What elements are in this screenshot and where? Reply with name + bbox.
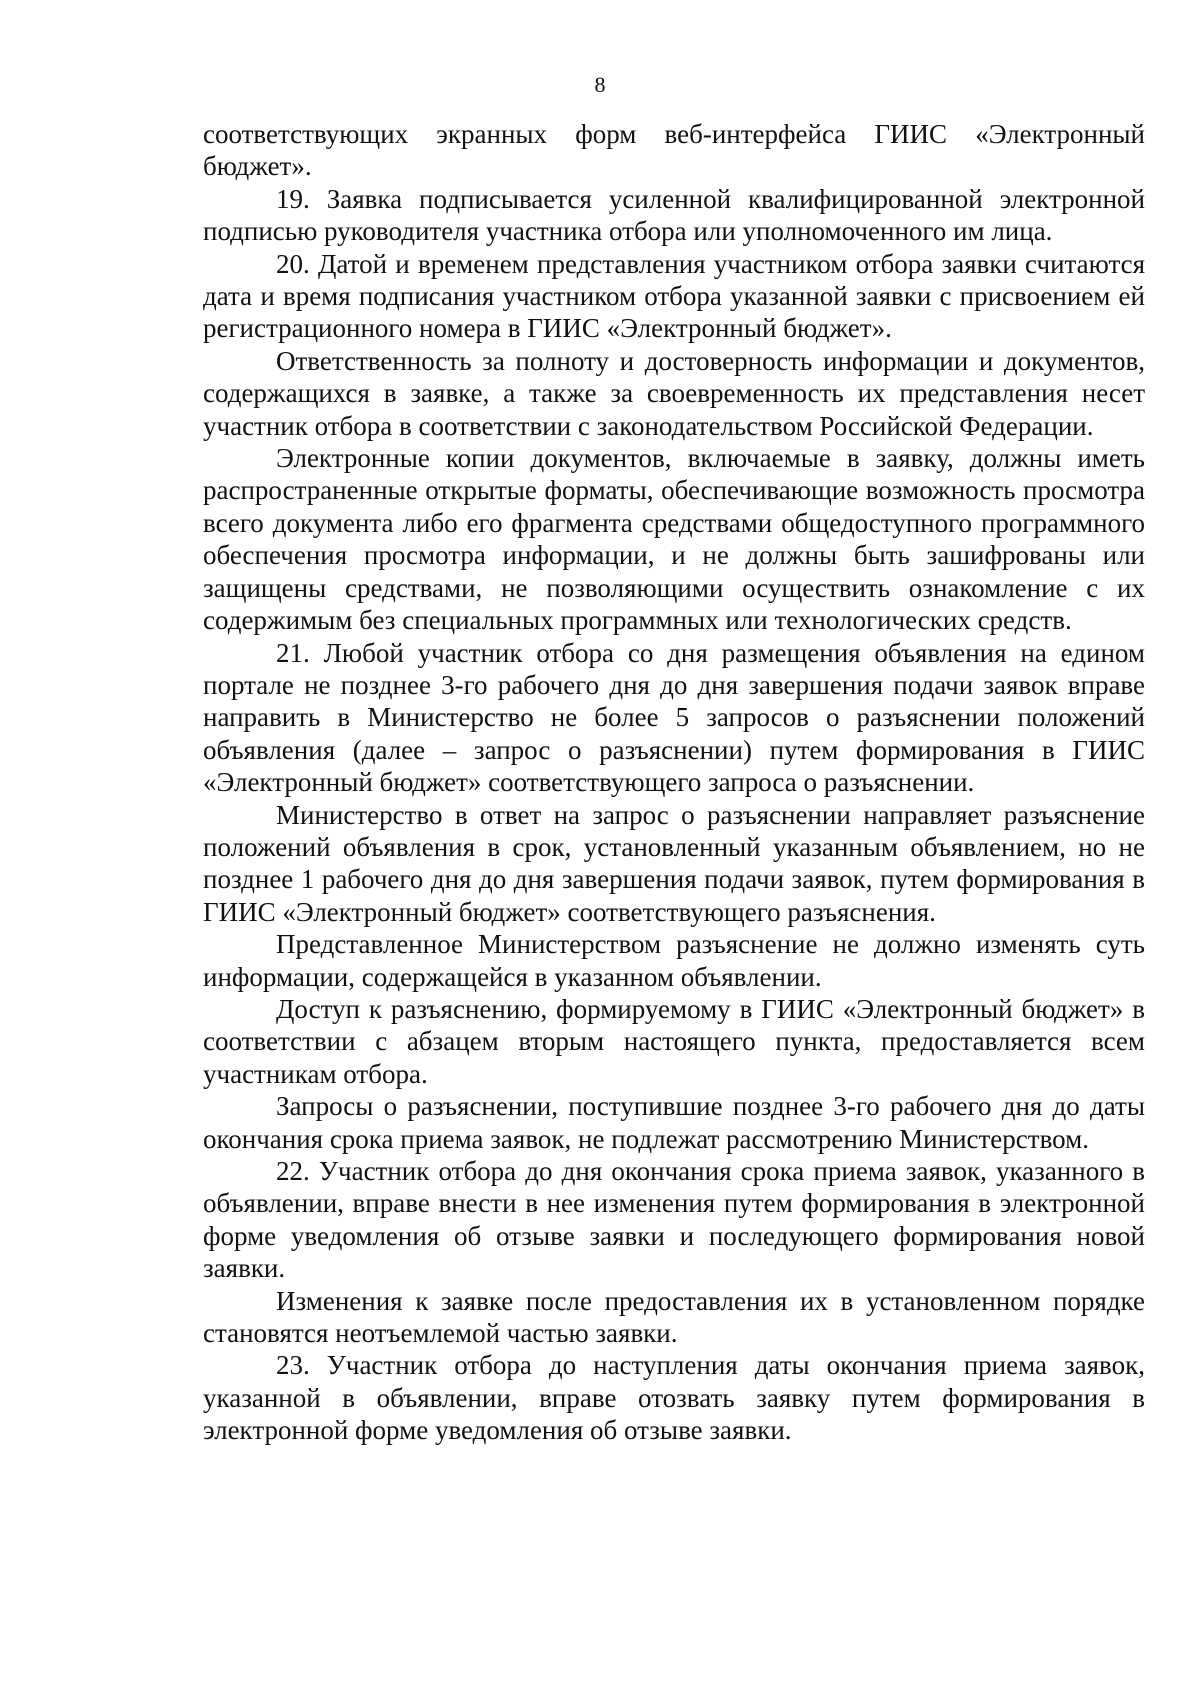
- paragraph: Изменения к заявке после предоставления их в установленном порядке становятся неотъемлемой частью заявки.: [203, 1285, 1145, 1349]
- paragraph: 20. Датой и временем представления участником отбора заявки считаются дата и время подписания участником отбора указанной заявки с присвоением ей регистрационного номера в ГИИС «Электронный бюджет».: [203, 248, 1145, 344]
- paragraph: соответствующих экранных форм веб-интерфейса ГИИС «Электронный бюджет».: [203, 119, 1145, 182]
- paragraph: Доступ к разъяснению, формируемому в ГИИС «Электронный бюджет» в соответствии с абзацем вторым настоящего пункта, предоставляется всем участникам отбора.: [203, 993, 1145, 1089]
- page-number: 8: [594, 72, 606, 97]
- paragraph: 23. Участник отбора до наступления даты окончания приема заявок, указанной в объявлении, вправе отозвать заявку путем формирования в электронной форме уведомления об отзыве заявки.: [203, 1350, 1145, 1446]
- paragraph: Представленное Министерством разъяснение не должно изменять суть информации, содержащейся в указанном объявлении.: [203, 929, 1145, 992]
- paragraph: 19. Заявка подписывается усиленной квалифицированной электронной подписью руководителя участника отбора или уполномоченного им лица.: [203, 183, 1145, 247]
- paragraph: Запросы о разъяснении, поступившие позднее 3-го рабочего дня до даты окончания срока приема заявок, не подлежат рассмотрению Министерством.: [203, 1091, 1145, 1154]
- paragraph: Ответственность за полноту и достоверность информации и документов, содержащихся в заявке, а также за своевременность их представления несет участник отбора в соответствии с законодательством Российской Федерации.: [203, 345, 1145, 441]
- body-text: [203, 118, 1145, 1447]
- paragraph: Электронные копии документов, включаемые в заявку, должны иметь распространенные открытые форматы, обеспечивающие возможность просмотра всего документа либо его фрагмента средствами общедоступного программного обеспечения просмотра информации, и не должны быть зашифрованы или защищены средствами, не позволяющими осуществить ознакомление с их содержимым без специальных программных или технологических средств.: [203, 443, 1145, 636]
- paragraph: Министерство в ответ на запрос о разъяснении направляет разъяснение положений объявления в срок, установленный указанным объявлением, но не позднее 1 рабочего дня до дня завершения подачи заявок, путем формирования в ГИИС «Электронный бюджет» соответствующего разъяснения.: [203, 799, 1145, 927]
- paragraph: 22. Участник отбора до дня окончания срока приема заявок, указанного в объявлении, вправе внести в нее изменения путем формирования в электронной форме уведомления об отзыве заявки и последующего формирования новой заявки.: [203, 1156, 1145, 1284]
- paragraph: 21. Любой участник отбора со дня размещения объявления на едином портале не позднее 3-го рабочего дня до дня завершения подачи заявок вправе направить в Министерство не более 5 запросов о разъяснении положений объявления (далее – запрос о разъяснении) путем формирования в ГИИС «Электронный бюджет» соответствующего запроса о разъяснении.: [203, 637, 1145, 798]
